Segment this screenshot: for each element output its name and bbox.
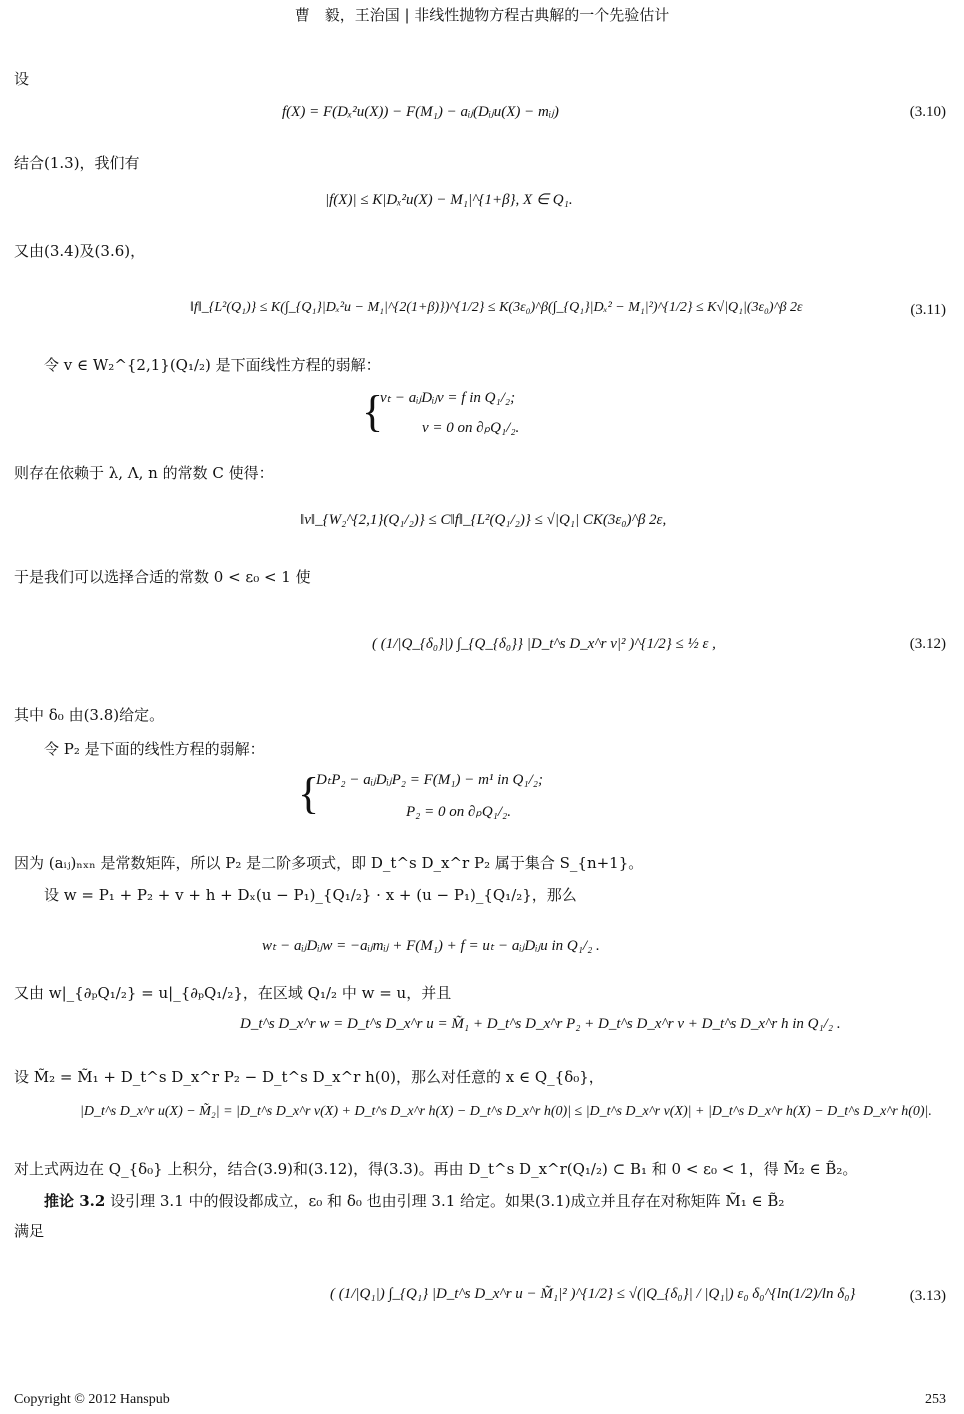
text-line: 结合(1.3)，我们有 [14, 154, 140, 172]
copyright: Copyright © 2012 Hanspub [14, 1392, 170, 1407]
equation-w: wₜ − aᵢⱼDᵢⱼw = −aᵢⱼmᵢⱼ + F(M₁) + f = uₜ − aᵢⱼDᵢⱼu in Q₁/₂ . [262, 938, 600, 954]
text-line: 又由(3.4)及(3.6)， [14, 242, 146, 260]
system-row: vₜ − aᵢⱼDᵢⱼv = f in Q₁/₂; [380, 390, 516, 406]
system-row: DₜP₂ − aᵢⱼDᵢⱼP₂ = F(M₁) − m¹ in Q₁/₂; [316, 772, 543, 788]
equation-number: (3.12) [909, 636, 946, 652]
text-line: 令 v ∈ W₂^{2,1}(Q₁/₂) 是下面线性方程的弱解： [44, 356, 381, 374]
system-row: v = 0 on ∂ₚQ₁/₂. [422, 420, 520, 436]
text-line: 设 w = P₁ + P₂ + v + h + Dₓ(u − P₁)_{Q₁/₂} · x + (u − P₁)_{Q₁/₂}，那么 [44, 886, 577, 904]
brace: { [362, 387, 384, 436]
text-line: 设 [14, 70, 30, 88]
corollary-line [44, 1190, 784, 1211]
text-line: 满足 [14, 1222, 45, 1240]
equation-number: (3.10) [909, 104, 946, 120]
equation-bound-f: |f(X)| ≤ K|Dₓ²u(X) − M₁|^{1+β}, X ∈ Q₁. [325, 192, 573, 208]
text-line: 设 M̃₂ = M̃₁ + D_t^s D_x^r P₂ − D_t^s D_x^r h(0)，那么对任意的 x ∈ Q_{δ₀}， [14, 1068, 604, 1086]
text-line: 其中 δ₀ 由(3.8)给定。 [14, 706, 165, 724]
equation-number: (3.11) [910, 302, 946, 318]
corollary-label: 推论 3.2 [44, 1192, 106, 1210]
text-line: 令 P₂ 是下面的线性方程的弱解： [44, 740, 265, 758]
text-line: 则存在依赖于 λ, Λ, n 的常数 C 使得： [14, 464, 274, 482]
running-header: 曹 毅，王治国 | 非线性抛物方程古典解的一个先验估计 [294, 6, 670, 24]
text-line: 于是我们可以选择合适的常数 0 < ε₀ < 1 使 [14, 568, 311, 586]
equation-3-13: ( (1/|Q₁|) ∫_{Q₁} |D_t^s D_x^r u − M̃₁|² )^{1/2} ≤ √(|Q_{δ₀}| / |Q₁|) ε₀ δ₀^{ln(1/2)/ln δ₀} [330, 1286, 856, 1302]
page-number: 253 [925, 1392, 946, 1407]
equation-number: (3.13) [909, 1288, 946, 1304]
text-line: 对上式两边在 Q_{δ₀} 上积分，结合(3.9)和(3.12)，得(3.3)。再由 D_t^s D_x^r(Q₁/₂) ⊂ B₁ 和 0 < ε₀ < 1，得 M̃₂ ∈ B̃₂。 [14, 1160, 858, 1178]
linear-system-p2 [298, 764, 698, 830]
linear-system-v [362, 382, 662, 448]
equation-3-11: ‖f‖_{L²(Q₁)} ≤ K(∫_{Q₁}|Dₓ²u − M₁|^{2(1+β)})^{1/2} ≤ K(3ε₀)^β(∫_{Q₁}|Dₓ² − M₁|²)^{1/2} ≤ K√|Q₁|(3ε₀)^β 2ε [190, 300, 803, 315]
corollary-text: 设引理 3.1 中的假设都成立，ε₀ 和 δ₀ 也由引理 3.1 给定。如果(3.1)成立并且存在对称矩阵 M̃₁ ∈ B̃₂ [110, 1192, 785, 1210]
system-row: P₂ = 0 on ∂ₚQ₁/₂. [406, 804, 512, 820]
equation-3-10: f(X) = F(Dₓ²u(X)) − F(M₁) − aᵢⱼ(Dᵢⱼu(X) − mᵢⱼ) [282, 104, 559, 120]
equation-derivatives-w: D_t^s D_x^r w = D_t^s D_x^r u = M̃₁ + D_t^s D_x^r P₂ + D_t^s D_x^r v + D_t^s D_x^r h in Q₁/₂ . [240, 1016, 841, 1032]
text-line: 因为 (aᵢⱼ)ₙₓₙ 是常数矩阵，所以 P₂ 是二阶多项式，即 D_t^s D_x^r P₂ 属于集合 S_{n+1}。 [14, 854, 644, 872]
equation-difference: |D_t^s D_x^r u(X) − M̃₂| = |D_t^s D_x^r v(X) + D_t^s D_x^r h(X) − D_t^s D_x^r h(0)| ≤ |D_t^s D_x^r v(X)| + |D_t^s D_x^r h(X) − D_t^s D_x^r h(0)|. [80, 1104, 932, 1119]
brace: { [298, 769, 320, 818]
equation-3-12: ( (1/|Q_{δ₀}|) ∫_{Q_{δ₀}} |D_t^s D_x^r v|² )^{1/2} ≤ ½ ε , [372, 636, 716, 652]
equation-estimate-v: ‖v‖_{W₂^{2,1}(Q₁/₂)} ≤ C‖f‖_{L²(Q₁/₂)} ≤ √|Q₁| CK(3ε₀)^β 2ε, [300, 512, 667, 528]
text-line: 又由 w|_{∂ₚQ₁/₂} = u|_{∂ₚQ₁/₂}，在区域 Q₁/₂ 中 w = u，并且 [14, 984, 452, 1002]
